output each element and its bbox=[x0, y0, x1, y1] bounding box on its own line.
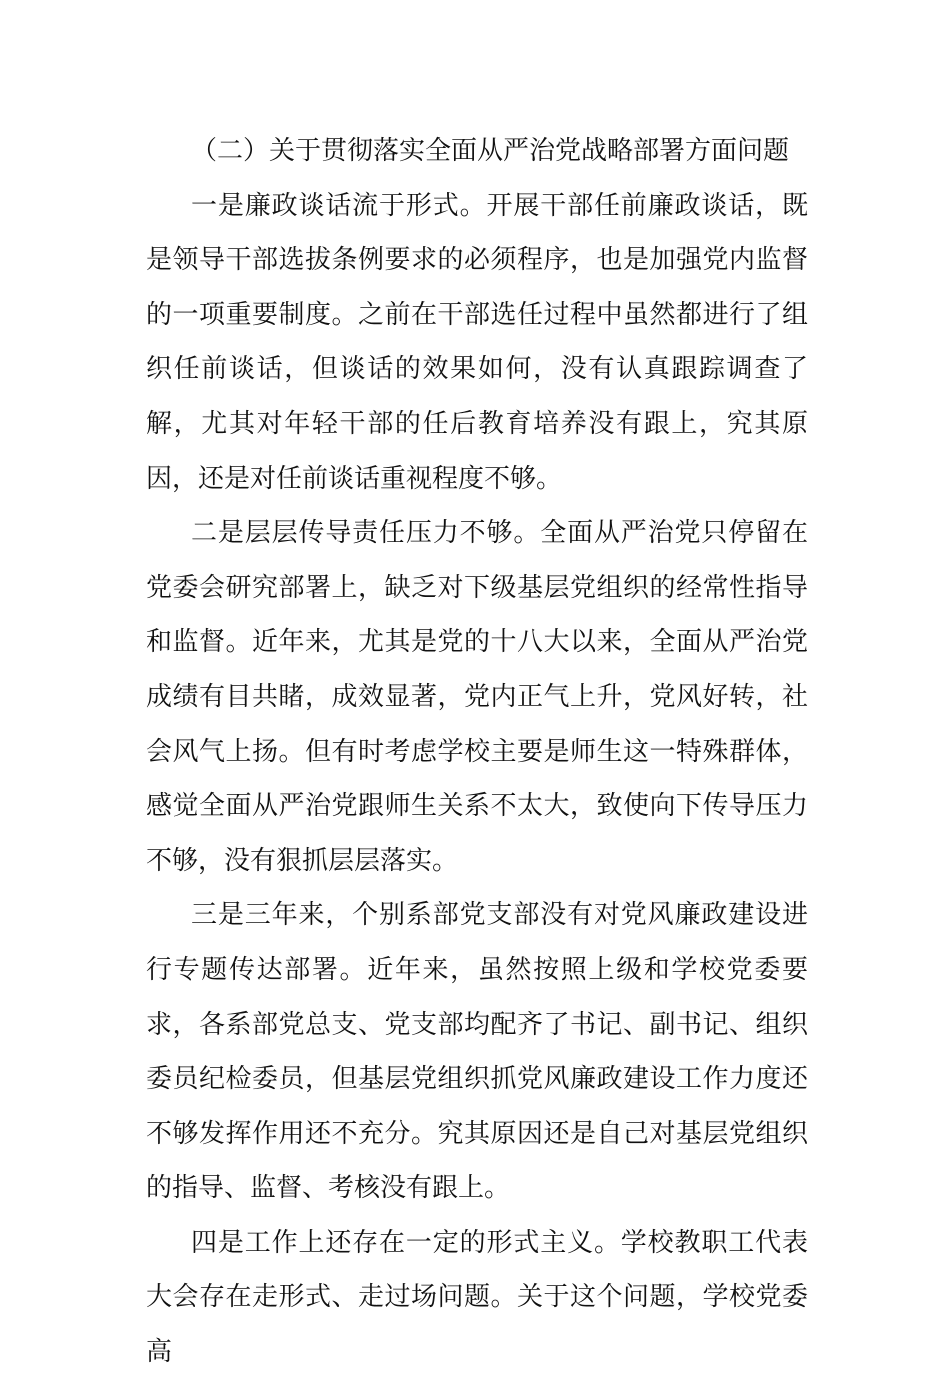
section-heading: （二）关于贯彻落实全面从严治党战略部署方面问题 bbox=[191, 136, 790, 166]
document-body bbox=[146, 124, 808, 1380]
paragraph-4: 四是工作上还存在一定的形式主义。学校教职工代表大会存在走形式、走过场问题。关于这个问题，学校党委高 bbox=[146, 1227, 808, 1368]
paragraph-3: 三是三年来，个别系部党支部没有对党风廉政建设进行专题传达部署。近年来，虽然按照上级和学校党委要求，各系部党总支、党支部均配齐了书记、副书记、组织委员纪检委员，但基层党组织抓党风廉政建设工作力度还不够发挥作用还不充分。究其原因还是自己对基层党组织的指导、监督、考核没有跟上。 bbox=[146, 900, 808, 1204]
paragraph-1: 一是廉政谈话流于形式。开展干部任前廉政谈话，既是领导干部选拔条例要求的必须程序，也是加强党内监督的一项重要制度。之前在干部选任过程中虽然都进行了组织任前谈话，但谈话的效果如何，没有认真跟踪调查了解，尤其对年轻干部的任后教育培养没有跟上，究其原因，还是对任前谈话重视程度不够。 bbox=[146, 190, 808, 494]
paragraph-2: 二是层层传导责任压力不够。全面从严治党只停留在党委会研究部署上，缺乏对下级基层党组织的经常性指导和监督。近年来，尤其是党的十八大以来，全面从严治党成绩有目共睹，成效显著，党内正气上升，党风好转，社会风气上扬。但有时考虑学校主要是师生这一特殊群体，感觉全面从严治党跟师生关系不太大，致使向下传导压力不够，没有狠抓层层落实。 bbox=[146, 518, 808, 876]
